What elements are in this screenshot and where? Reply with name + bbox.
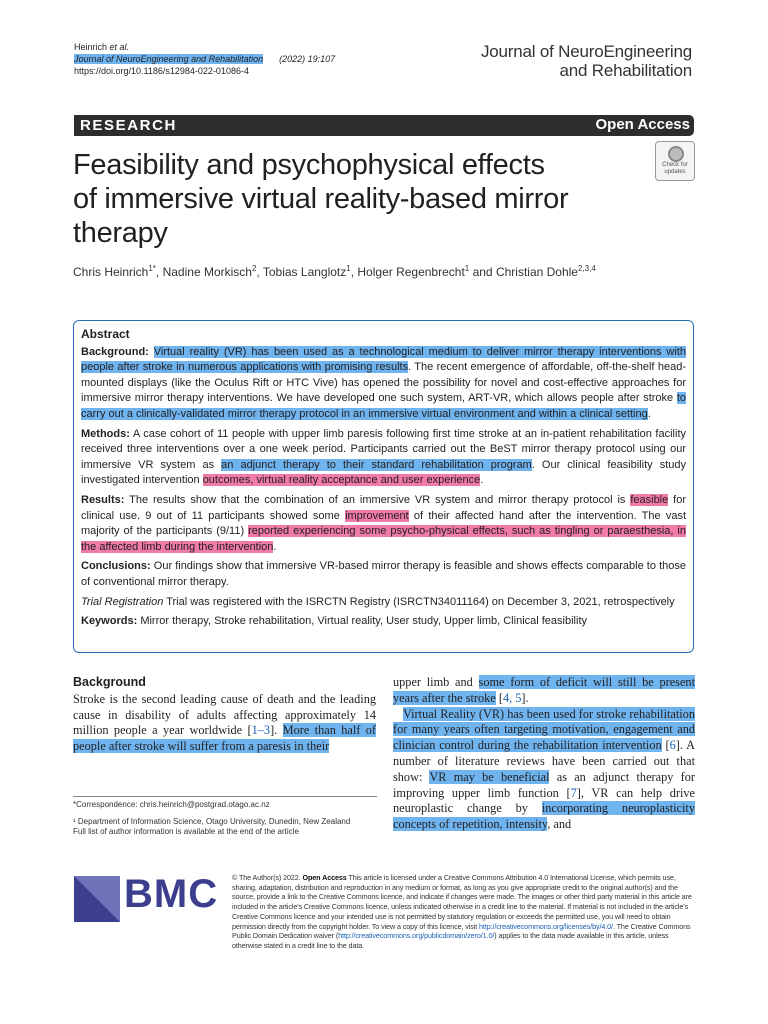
correspondence-note: *Correspondence: chris.heinrich@postgrad.otago.ac.nz	[73, 800, 270, 809]
abstract-keywords	[81, 614, 686, 630]
check-updates-line1: Check for	[662, 162, 688, 168]
conclusions-label: Conclusions:	[81, 560, 151, 573]
journal-logo	[481, 42, 692, 80]
journal-logo-line1: Journal of NeuroEngineering	[480, 42, 692, 61]
bmc-logo	[74, 872, 219, 924]
abstract-heading: Abstract	[81, 327, 130, 341]
header-volume: (2022) 19:107	[279, 54, 336, 64]
abstract-conclusions	[81, 559, 686, 590]
text: of their affected hand after the intervention. The vast majority of the participants (9/11)	[81, 509, 686, 538]
author-5-affil: 2,3,4	[577, 264, 596, 273]
header-et-al: et al.	[109, 42, 130, 52]
highlight: some form of deficit will still be present years after the stroke	[393, 675, 695, 705]
author-2: , Nadine Morkisch	[155, 265, 252, 279]
article-title	[73, 148, 633, 250]
license-text	[232, 873, 697, 951]
text: ) applies to the data made available in this article, unless otherwise stated in a credit line to the data.	[232, 931, 669, 950]
paragraph	[393, 707, 695, 833]
abstract-background	[81, 345, 686, 423]
author-3: , Tobias Langlotz	[256, 265, 347, 279]
journal-logo-line2: and Rehabilitation	[559, 61, 692, 80]
open-access-bold: Open Access	[302, 873, 347, 882]
methods-label: Methods:	[81, 427, 130, 440]
highlight: Virtual Reality (VR) has been used for stroke rehabilitation for many years often targeting motivation, engagement and clinician control during the rehabilitation intervention	[393, 706, 695, 753]
text: ]. A number of literature reviews have been carried out that show:	[393, 738, 695, 784]
author-info-note: Full list of author information is available at the end of the article	[73, 827, 299, 836]
text: Mirror therapy, Stroke rehabilitation, Virtual reality, User study, Upper limb, Clinical feasibility	[140, 615, 587, 628]
abstract-results	[81, 493, 686, 555]
text: This article is licensed under a Creative Commons Attribution 4.0 International License, which permits use, sharing, adaptation, distribution and reproduction in any medium or format, as long as you give appropriate credit to the original author(s) and the source, provide a link to the Creative Commons licence, and indicate if changes were made. The images or other third party material in this article are included in the article's Creative Commons licence, unless indicated otherwise in a credit line to the material. If material is not included in the article's Creative Commons licence and your intended use is not permitted by statutory regulation or exceeds the permitted use, you will need to obtain permission directly from the copyright holder. To view a copy of this licence, visit	[232, 873, 692, 931]
citation-link[interactable]: 6	[669, 738, 676, 753]
highlight: incorporating neuroplasticity concepts of repetition, intensity	[393, 801, 696, 832]
footnotes	[73, 800, 373, 844]
title-line1: Feasibility and psychophysical effects	[73, 149, 545, 181]
body-right-column	[393, 675, 695, 833]
text: Trial was registered with the ISRCTN Registry (ISRCTN34011164) on December 3, 2021, retrospectively	[166, 595, 675, 608]
check-updates-icon	[668, 146, 684, 162]
abstract-methods	[81, 427, 686, 489]
background-label: Background:	[81, 345, 149, 358]
text: .	[647, 407, 651, 420]
text: ], VR can help drive neuroplastic change by	[393, 785, 696, 816]
header-journal-link[interactable]: Journal of NeuroEngineering and Rehabilitation	[74, 54, 264, 64]
body-left-column	[73, 675, 376, 755]
citation-link[interactable]: 1–3	[251, 723, 271, 738]
check-updates-line2: updates	[664, 169, 686, 175]
text: [	[661, 738, 670, 753]
author-list	[73, 264, 596, 279]
copyright: © The Author(s) 2022.	[232, 873, 303, 882]
text: . The Creative Commons Public Domain Dedication waiver (	[232, 921, 691, 941]
public-domain-link[interactable]: http://creativecommons.org/publicdomain/zero/1.0/	[338, 931, 495, 941]
header-author: Heinrich	[74, 42, 108, 52]
author-2-affil: 2	[251, 264, 257, 273]
text: A case cohort of 11 people with upper limb paresis following first time stroke at an in-patient rehabilitation facility received three interventions over a one week period. Participants carried out the BeST mirror therapy protocol using our immersive VR system as	[81, 427, 686, 471]
abstract-box	[73, 320, 694, 653]
text: . The recent emergence of affordable, off-the-shelf head-mounted displays (like the Oculus Rift or HTC Vive) has opened the possibility for novel and cost-effective approaches for immersive mirror therapy interventions. We have developed one such system, ART-VR, which allows people after stroke	[81, 361, 686, 405]
text: for clinical use. 9 out of 11 participants showed some	[81, 493, 687, 522]
text: upper limb and	[393, 675, 479, 689]
text: .	[480, 474, 484, 487]
text: Stroke is the second leading cause of death and the leading cause in disability of adults affecting approximately 14 million people a year worldwide [	[73, 691, 376, 738]
highlight: improvement	[345, 509, 409, 522]
text: ].	[521, 690, 529, 705]
text: The results show that the combination of an immersive VR system and mirror therapy protocol is	[129, 493, 631, 506]
paragraph	[393, 675, 695, 707]
highlight: outcomes, virtual reality acceptance and user experience	[202, 474, 481, 487]
highlight: VR may be beneficial	[429, 769, 550, 784]
license-link[interactable]: http://creativecommons.org/licenses/by/4.0/	[479, 921, 613, 931]
author-4: , Holger Regenbrecht	[350, 265, 465, 279]
citation-link[interactable]: 7	[570, 785, 577, 800]
bmc-logo-triangle-icon	[74, 876, 120, 922]
results-label: Results:	[81, 493, 125, 506]
section-heading-background: Background	[73, 675, 146, 689]
author-4-affil: 1	[464, 264, 470, 273]
check-for-updates-badge[interactable]	[655, 141, 695, 181]
text: , and	[547, 817, 572, 832]
highlight: feasible	[630, 493, 669, 506]
author-1: Chris Heinrich	[73, 265, 149, 279]
header-doi[interactable]: https://doi.org/10.1186/s12984-022-01086-4	[74, 66, 249, 76]
text: . Our clinical feasibility study investigated intervention	[81, 458, 686, 487]
footnote-divider	[73, 796, 377, 797]
trial-label: Trial Registration	[81, 595, 164, 608]
highlight: an adjunct therapy to their standard rehabilitation program	[221, 458, 532, 471]
text: ].	[270, 723, 283, 738]
text: .	[273, 540, 277, 553]
title-line2: of immersive virtual reality-based mirror	[73, 183, 569, 215]
title-line3: therapy	[73, 217, 168, 249]
keywords-label: Keywords:	[81, 615, 138, 628]
affiliation-note: ¹ Department of Information Science, Otago University, Dunedin, New Zealand	[73, 816, 351, 826]
text: Our findings show that immersive VR-based mirror therapy is feasible and shows effects comparable to those of conventional mirror therapy.	[81, 560, 686, 588]
paragraph	[73, 692, 376, 755]
highlight: Virtual reality (VR) has been used as a technological medium to deliver mirror therapy interventions with people after stroke in numerous applications with promising results	[81, 345, 686, 374]
highlight: to carry out a clinically-validated mirror therapy protocol in an immersive virtual environment and within a clinical setting	[81, 392, 686, 420]
research-banner	[74, 115, 694, 136]
citation-link[interactable]: 4, 5	[502, 690, 522, 705]
running-header	[74, 41, 335, 77]
bmc-logo-text: BMC	[124, 872, 219, 916]
author-3-affil: 1	[346, 264, 351, 273]
text: as an adjunct therapy for improving upper limb function [	[393, 769, 695, 800]
highlight: reported experiencing some psycho-physical effects, such as tingling or paraesthesia, in the affected limb during the intervention	[81, 525, 686, 553]
author-5: and Christian Dohle	[469, 265, 578, 279]
open-access-label: Open Access	[595, 116, 690, 133]
research-label: RESEARCH	[80, 117, 177, 134]
text: [	[495, 690, 503, 705]
abstract-trial	[81, 595, 686, 611]
author-1-affil: 1*	[148, 264, 156, 273]
highlight: More than half of people after stroke will suffer from a paresis in their	[73, 723, 377, 754]
